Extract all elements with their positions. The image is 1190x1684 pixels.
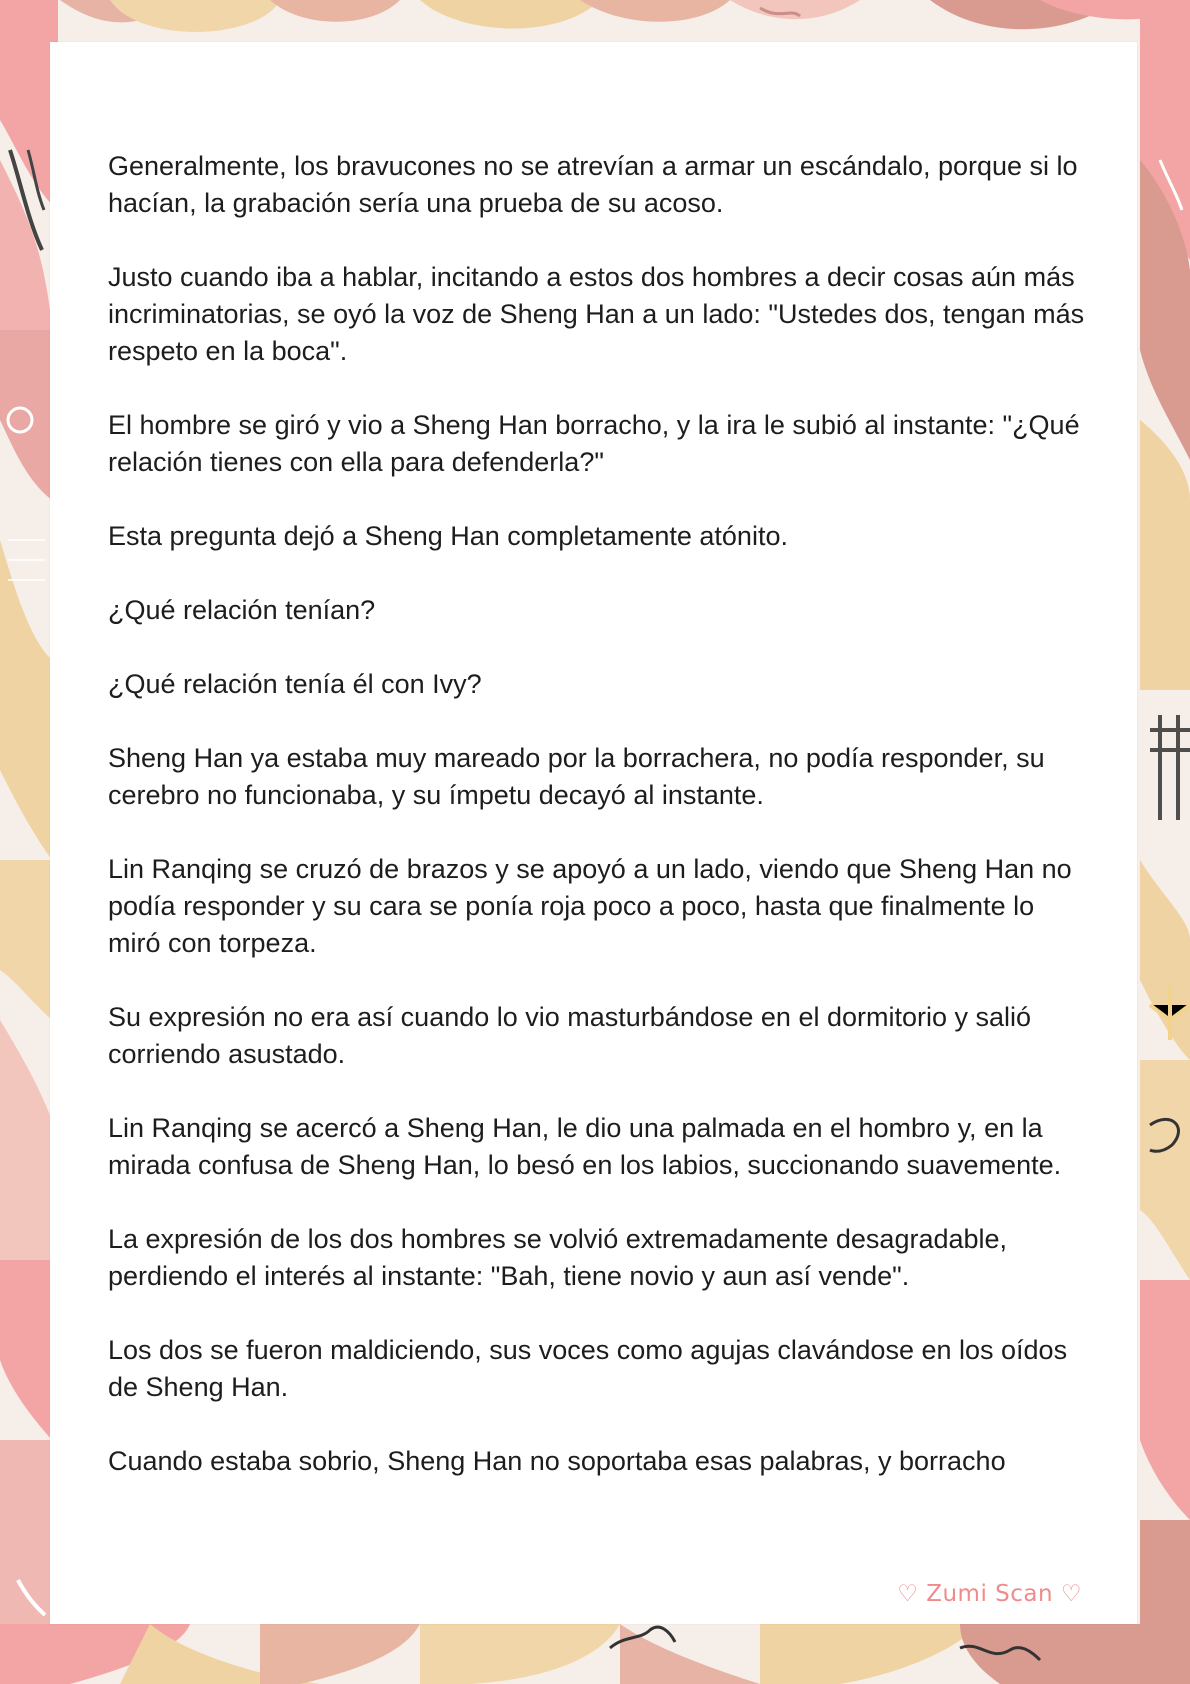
paragraph: Los dos se fueron maldiciendo, sus voces como agujas clavándose en los oídos de Sheng Han.: [108, 1335, 1068, 1402]
paragraph: La expresión de los dos hombres se volvió extremadamente desagradable, perdiendo el interés al instante: "Bah, tiene novio y aun así vende".: [108, 1224, 1008, 1291]
paragraph: ¿Qué relación tenía él con Ivy?: [108, 669, 482, 699]
paragraph: Esta pregunta dejó a Sheng Han completamente atónito.: [108, 521, 788, 551]
paragraph: Sheng Han ya estaba muy mareado por la borrachera, no podía responder, su cerebro no funcionaba, y su ímpetu decayó al instante.: [108, 743, 1045, 810]
paragraph: Su expresión no era así cuando lo vio masturbándose en el dormitorio y salió corriendo asustado.: [108, 1002, 1032, 1069]
paragraph: El hombre se giró y vio a Sheng Han borracho, y la ira le subió al instante: "¿Qué relación tienes con ella para defenderla?": [108, 410, 1080, 477]
paragraph: Cuando estaba sobrio, Sheng Han no soportaba esas palabras, y borracho: [108, 1446, 1006, 1476]
paragraph: Lin Ranqing se acercó a Sheng Han, le dio una palmada en el hombro y, en la mirada confusa de Sheng Han, lo besó en los labios, succionando suavemente.: [108, 1113, 1062, 1180]
watermark: ♡ Zumi Scan ♡: [897, 1581, 1082, 1607]
paragraph: Justo cuando iba a hablar, incitando a estos dos hombres a decir cosas aún más incriminatorias, se oyó la voz de Sheng Han a un lado: "Ustedes dos, tengan más respeto en la boca".: [108, 262, 1085, 366]
paragraph: ¿Qué relación tenían?: [108, 595, 376, 625]
paragraph: Generalmente, los bravucones no se atrevían a armar un escándalo, porque si lo hacían, la grabación sería una prueba de su acoso.: [108, 151, 1078, 218]
chapter-text: [108, 148, 1088, 1517]
paragraph: Lin Ranqing se cruzó de brazos y se apoyó a un lado, viendo que Sheng Han no podía responder y su cara se ponía roja poco a poco, hasta que finalmente lo miró con torpeza.: [108, 854, 1072, 958]
